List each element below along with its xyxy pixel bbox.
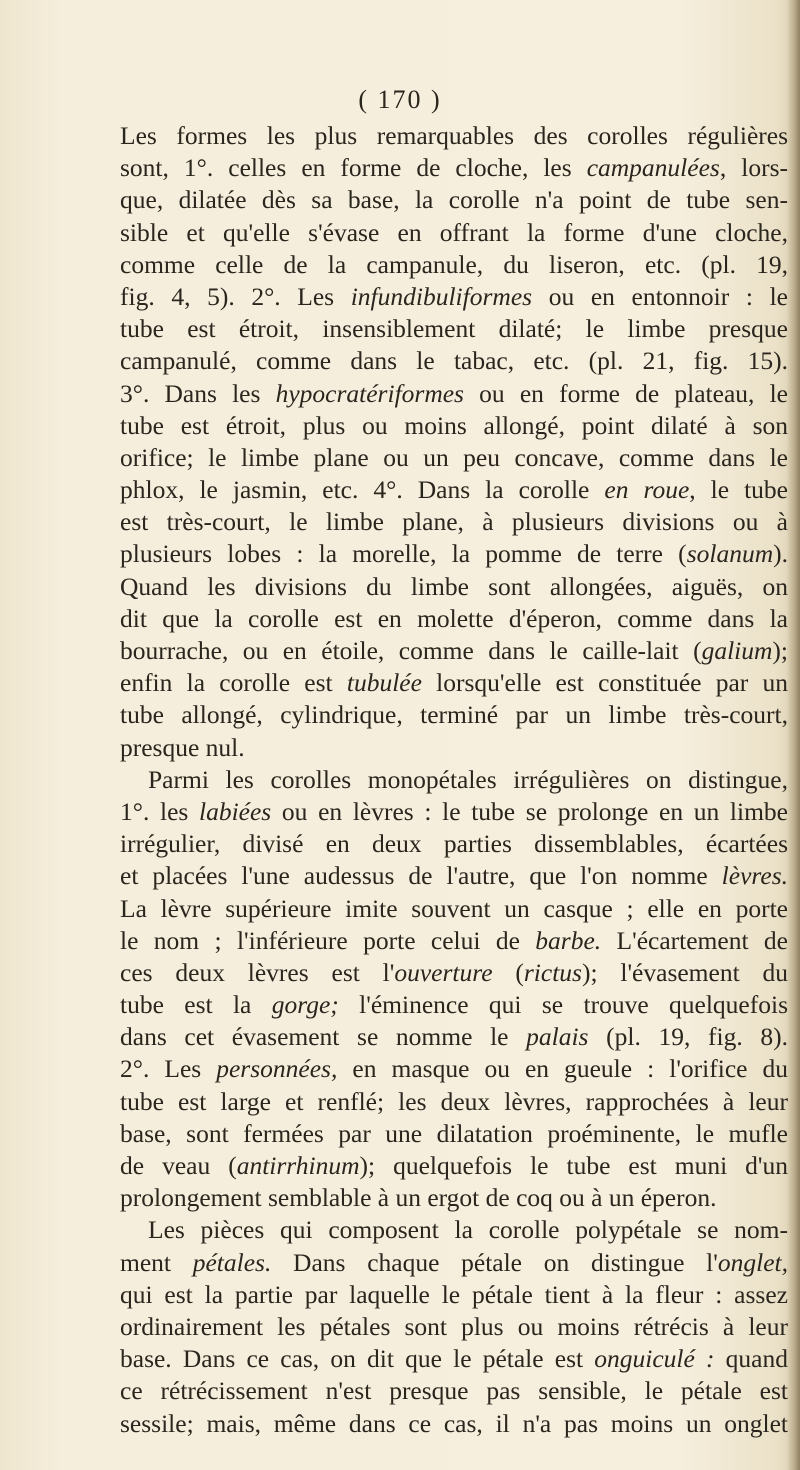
text-line: et placées l'une audessus de l'autre, que l'on nomme lèvres.: [120, 861, 788, 891]
text-line: 3°. Dans les hypocratériformes ou en forme de plateau, le: [120, 378, 788, 408]
page-number: ( 170 ): [358, 85, 442, 114]
text-line: tube est étroit, insensiblement dilaté; le limbe presque: [120, 314, 788, 344]
text-line: Quand les divisions du limbe sont allongées, aiguës, on: [120, 571, 788, 601]
text-line: Les formes les plus remarquables des corolles régulières: [120, 121, 788, 150]
text-line: bourrache, ou en étoile, comme dans le caille-lait (galium);: [120, 636, 788, 665]
text-line: enfin la corolle est tubulée lorsqu'elle est constituée par un: [120, 668, 789, 698]
text-line: presque nul.: [120, 732, 245, 762]
text-line: ment pétales. Dans chaque pétale on distingue l'onglet,: [120, 1247, 788, 1277]
text-line: campanulé, comme dans le tabac, etc. (pl. 21, fig. 15).: [120, 346, 788, 376]
text-line: ces deux lèvres est l'ouverture (rictus); l'évasement du: [120, 957, 788, 987]
text-line: sessile; mais, même dans ce cas, il n'a pas moins un onglet: [120, 1408, 788, 1438]
text-line: ordinairement les pétales sont plus ou moins rétrécis à leur: [120, 1311, 788, 1341]
text-line: 2°. Les personnées, en masque ou en gueule : l'orifice du: [120, 1054, 788, 1084]
text-line: est très-court, le limbe plane, à plusieurs divisions ou à: [120, 507, 788, 537]
text-line: tube est la gorge; l'éminence qui se trouve quelquefois: [120, 990, 788, 1020]
page-edge: [786, 0, 800, 1470]
text-line: sont, 1°. celles en forme de cloche, les campanulées, lors-: [120, 153, 788, 183]
text-line: 1°. les labiées ou en lèvres : le tube se prolonge en un limbe: [120, 796, 788, 826]
text-line: dit que la corolle est en molette d'éperon, comme dans la: [120, 603, 788, 633]
text-line: base. Dans ce cas, on dit que le pétale est onguiculé : quand: [120, 1344, 788, 1374]
text-line: tube est étroit, plus ou moins allongé, point dilaté à son: [120, 410, 788, 440]
text-line: fig. 4, 5). 2°. Les infundibuliformes ou en entonnoir : le: [120, 281, 788, 311]
text-line: Parmi les corolles monopétales irrégulières on distingue,: [148, 764, 788, 794]
text-line: Les pièces qui composent la corolle polypétale se nom-: [148, 1215, 788, 1245]
text-line: phlox, le jasmin, etc. 4°. Dans la corolle en roue, le tube: [120, 475, 788, 505]
text-line: sible et qu'elle s'évase en offrant la forme d'une cloche,: [120, 217, 788, 247]
body-text: [120, 120, 788, 1440]
text-line: base, sont fermées par une dilatation proéminente, le mufle: [120, 1118, 788, 1148]
text-line: tube allongé, cylindrique, terminé par un limbe très-court,: [120, 700, 788, 730]
text-line: qui est la partie par laquelle le pétale tient à la fleur : assez: [120, 1279, 788, 1309]
text-line: irrégulier, divisé en deux parties dissemblables, écartées: [120, 829, 788, 859]
text-line: de veau (antirrhinum); quelquefois le tube est muni d'un: [120, 1151, 788, 1180]
text-line: prolongement semblable à un ergot de coq ou à un éperon.: [120, 1183, 717, 1213]
text-line: plusieurs lobes : la morelle, la pomme de terre (solanum).: [120, 539, 788, 569]
text-line: dans cet évasement se nomme le palais (pl. 19, fig. 8).: [120, 1022, 788, 1052]
text-line: le nom ; l'inférieure porte celui de barbe. L'écartement de: [120, 925, 788, 955]
text-line: orifice; le limbe plane ou un peu concave, comme dans le: [120, 442, 788, 472]
text-line: comme celle de la campanule, du liseron, etc. (pl. 19,: [120, 249, 788, 279]
text-line: que, dilatée dès sa base, la corolle n'a point de tube sen-: [120, 185, 788, 215]
text-line: ce rétrécissement n'est presque pas sensible, le pétale est: [120, 1376, 788, 1406]
text-line: La lèvre supérieure imite souvent un casque ; elle en porte: [120, 893, 788, 923]
text-line: tube est large et renflé; les deux lèvres, rapprochées à leur: [120, 1086, 788, 1116]
